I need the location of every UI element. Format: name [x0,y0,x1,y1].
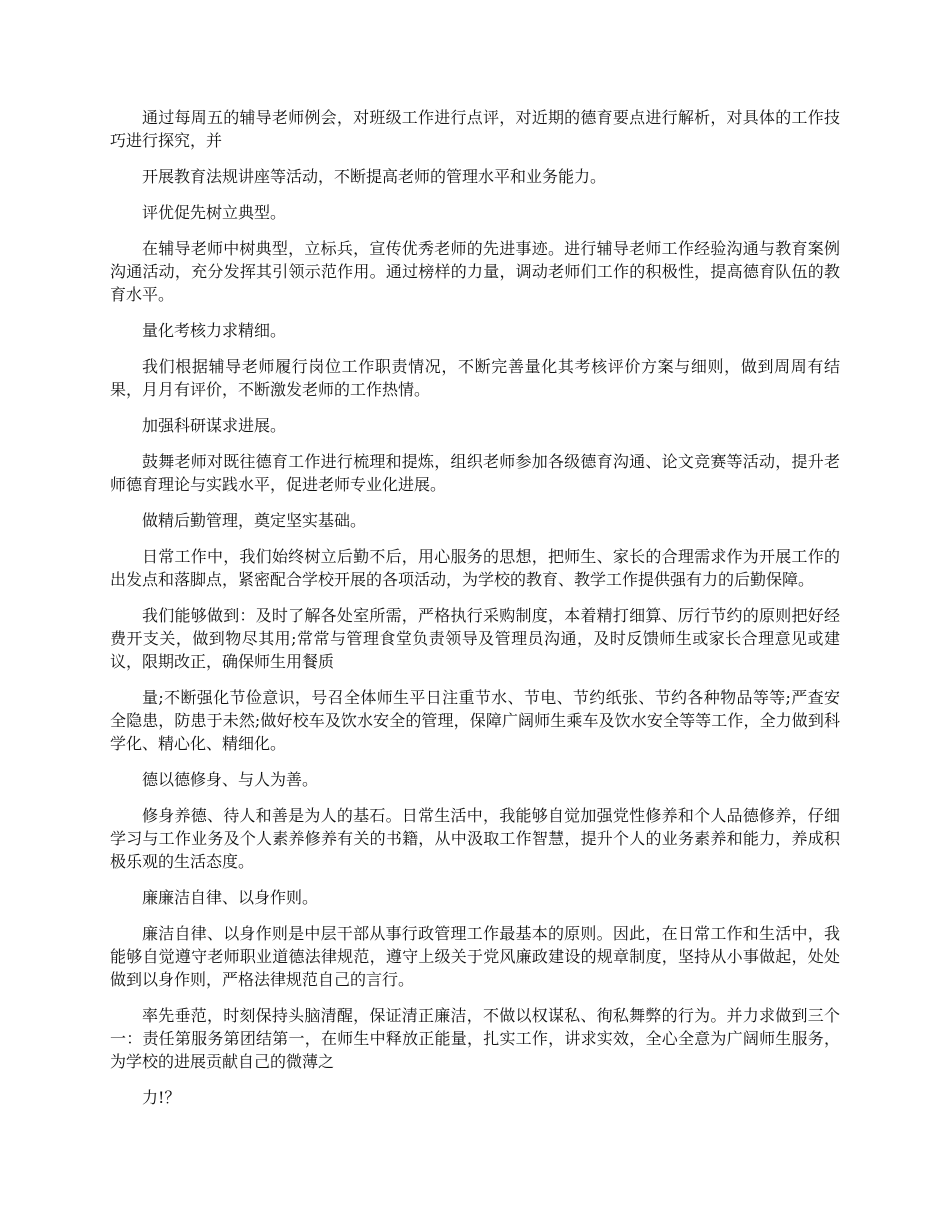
paragraph: 日常工作中，我们始终树立后勤不后，用心服务的思想，把师生、家长的合理需求作为开展工作的出发点和落脚点，紧密配合学校开展的各项活动，为学校的教育、教学工作提供强有力的后勤保障。 [110,547,840,589]
paragraph: 通过每周五的辅导老师例会，对班级工作进行点评，对近期的德育要点进行解析，对具体的工作技巧进行探究，并 [110,108,840,150]
section-heading: 廉廉洁自律、以身作则。 [142,888,319,907]
paragraph: 廉洁自律、以身作则是中层干部从事行政管理工作最基本的原则。因此，在日常工作和生活中，我能够自觉遵守老师职业道德法律规范，遵守上级关于党风廉政建设的规章制度，坚持从小事做起，处处做到以身作则，严格法律规范自己的言行。 [110,924,840,989]
paragraph: 我们根据辅导老师履行岗位工作职责情况，不断完善量化其考核评价方案与细则，做到周周有结果，月月有评价，不断激发老师的工作热情。 [110,357,840,399]
section-heading: 德以德修身、与人为善。 [142,770,319,789]
paragraph: 我们能够做到：及时了解各处室所需，严格执行采购制度，本着精打细算、厉行节约的原则把好经费开支关，做到物尽其用;常常与管理食堂负责领导及管理员沟通，及时反馈师生或家长合理意见或建议，限期改正，确保师生用餐质 [110,606,840,671]
document-body [110,106,840,1122]
section-heading: 评优促先树立典型。 [142,203,287,222]
paragraph: 修身养德、待人和善是为人的基石。日常生活中，我能够自觉加强党性修养和个人品德修养，仔细学习与工作业务及个人素养修养有关的书籍，从中汲取工作智慧，提升个人的业务素养和能力，养成积极乐观的生活态度。 [110,806,840,871]
paragraph: 力!？ [142,1088,181,1107]
section-heading: 做精后勤管理，奠定坚实基础。 [142,511,367,530]
section-heading: 加强科研谋求进展。 [142,416,287,435]
section-heading: 量化考核力求精细。 [142,321,287,340]
paragraph: 量;不断强化节俭意识，号召全体师生平日注重节水、节电、节约纸张、节约各种物品等等;严查安全隐患，防患于未然;做好校车及饮水安全的管理，保障广阔师生乘车及饮水安全等等工作，全力做到科学化、精心化、精细化。 [110,688,840,753]
paragraph: 开展教育法规讲座等活动，不断提高老师的管理水平和业务能力。 [142,167,607,186]
paragraph: 率先垂范，时刻保持头脑清醒，保证清正廉洁，不做以权谋私、徇私舞弊的行为。并力求做到三个一：责任第服务第团结第一，在师生中释放正能量，扎实工作，讲求实效，全心全意为广阔师生服务，为学校的进展贡献自己的微薄之 [110,1006,840,1071]
paragraph: 在辅导老师中树典型，立标兵，宣传优秀老师的先进事迹。进行辅导老师工作经验沟通与教育案例沟通活动，充分发挥其引领示范作用。通过榜样的力量，调动老师们工作的积极性，提高德育队伍的教育水平。 [110,239,840,304]
paragraph: 鼓舞老师对既往德育工作进行梳理和提炼，组织老师参加各级德育沟通、论文竞赛等活动，提升老师德育理论与实践水平，促进老师专业化进展。 [110,452,840,494]
